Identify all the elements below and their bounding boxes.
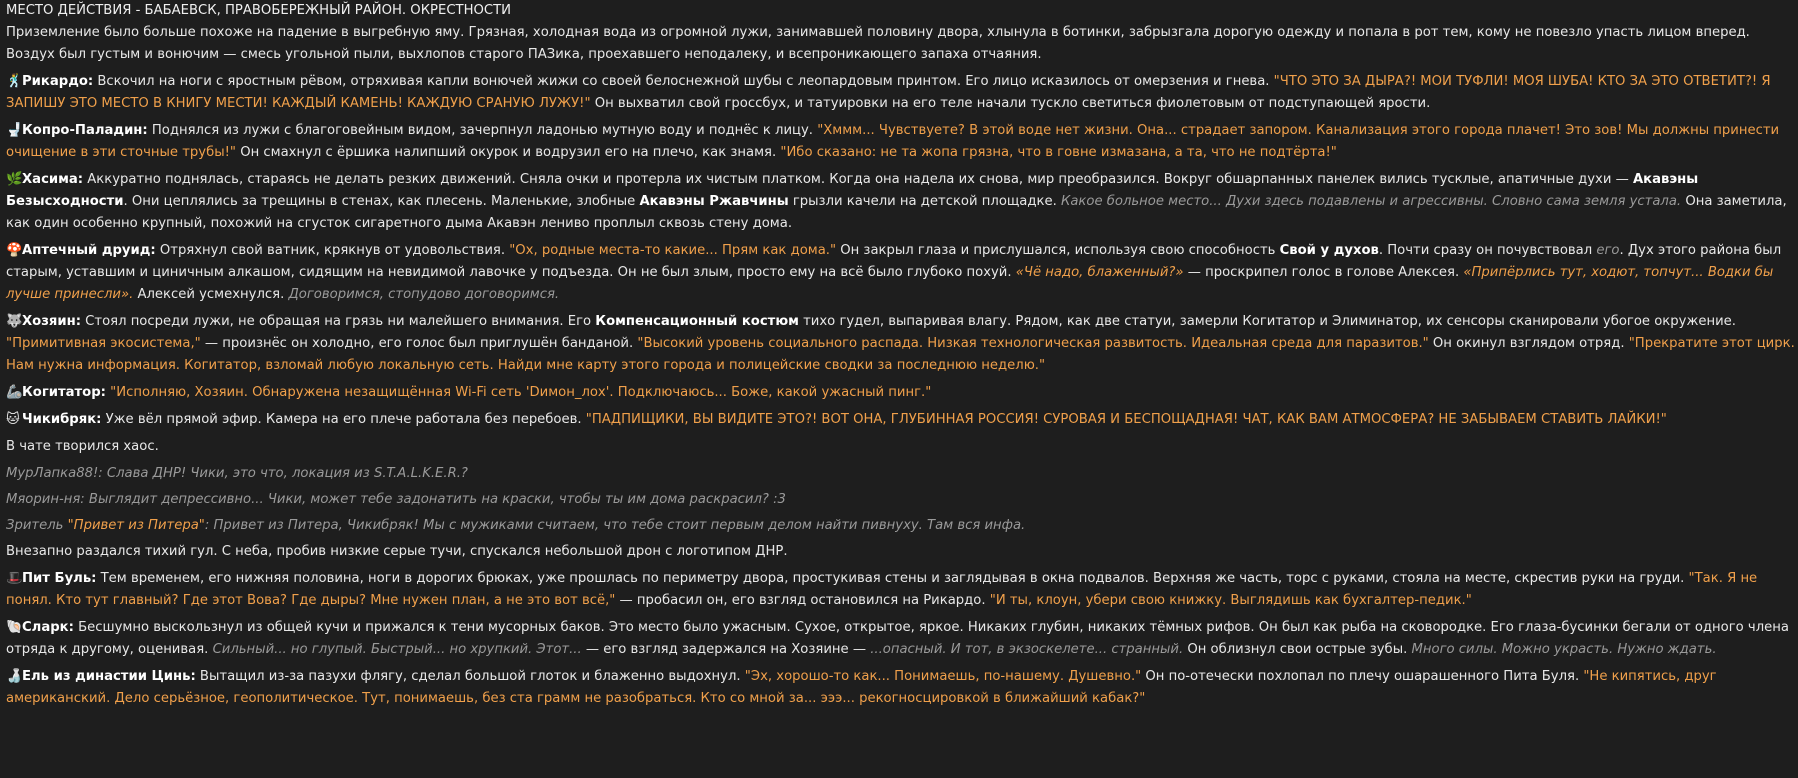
speaker-name: Пит Буль:: [22, 571, 97, 586]
dialogue-quote: "Не кипятись, друг американский. Дело серьёзное, геополитическое. Тут, понимаешь, без ста грамм не разобраться. Кто со мной за... эээ... рекогносцировкой в ближайший кабак?": [6, 669, 1717, 706]
narration-text: Он окинул взглядом отряд.: [1428, 336, 1629, 351]
chat-message: [6, 515, 1796, 537]
narration-text: Внезапно раздался тихий гул. С неба, пробив низкие серые тучи, спускался небольшой дрон с логотипом ДНР.: [6, 544, 788, 559]
narration-text: — проскрипел голос в голове Алексея.: [1183, 265, 1464, 280]
dialogue-quote: "Примитивная экосистема,": [6, 336, 201, 351]
speaker-name: Хозяин:: [22, 314, 81, 329]
speaker-name: Когитатор:: [22, 385, 106, 400]
narration-text: . Почти сразу он почувствовал: [1378, 243, 1597, 258]
bold-term: "Привет из Питера": [67, 518, 205, 533]
story-paragraph: [6, 22, 1796, 66]
inner-thought: ...опасный. И тот, в экзоскелете... странный.: [870, 642, 1184, 657]
story-paragraph: [6, 169, 1796, 235]
narration-text: Поднялся из лужи с благоговейным видом, зачерпнул ладонью мутную воду и поднёс к лицу.: [147, 123, 818, 138]
narration-text: Отряхнул свой ватник, крякнув от удовольствия.: [155, 243, 510, 258]
dialogue-quote: "Так. Я не понял. Кто тут главный? Где этот Вова? Где дыры? Мне нужен план, а не это вот всё,": [6, 571, 1758, 608]
narration-text: — его взгляд задержался на Хозяине —: [581, 642, 871, 657]
dialogue-quote: "Прекратите этот цирк. Нам нужна информация. Когитатор, взломай любую локальную сеть. Найди мне карту этого города и полицейские сводки за последнюю неделю.": [6, 336, 1795, 373]
character-emoji-icon: 🌿: [6, 172, 23, 187]
narration-text: Он облизнул свои острые зубы.: [1183, 642, 1412, 657]
character-emoji-icon: 🐚: [6, 620, 23, 635]
character-emoji-icon: 🐺: [6, 314, 23, 329]
story-paragraph: [6, 311, 1796, 377]
bold-term: Акавэны Ржавчины: [639, 194, 789, 209]
story-paragraph: [6, 71, 1796, 115]
narration-text: Он по-отечески похлопал по плечу ошарашенного Пита Буля.: [1141, 669, 1584, 684]
story-paragraph: [6, 409, 1796, 431]
dialogue-quote: "Ох, родные места-то какие... Прям как дома.": [509, 243, 837, 258]
narration-text: В чате творился хаос.: [6, 439, 159, 454]
narration-text: Вытащил из-за пазухи флягу, сделал большой глоток и блаженно выдохнул.: [195, 669, 745, 684]
speaker-name: Рикардо:: [22, 74, 94, 89]
story-paragraph: [6, 617, 1796, 661]
bold-term: Акавэны Безысходности: [6, 172, 1699, 209]
dialogue-quote: "И ты, клоун, убери свою книжку. Выглядишь как бухгалтер-педик.": [989, 593, 1472, 608]
speaker-name: Хасима:: [22, 172, 84, 187]
narration-text: Он закрыл глаза и прислушался, используя свою способность: [836, 243, 1280, 258]
inner-thought: Какое больное место... Духи здесь подавлены и агрессивны. Словно сама земля устала.: [1060, 194, 1682, 209]
story-paragraph: [6, 436, 1796, 458]
character-emoji-icon: 🦾: [6, 385, 23, 400]
narration-text: Тем временем, его нижняя половина, ноги в дорогих брюках, уже прошлась по периметру двора, простукивая стены и заглядывая в окна подвалов. Верхняя же часть, торс с руками, стояла на месте, скрестив руки на груди.: [96, 571, 1689, 586]
story-body: [6, 22, 1796, 710]
narration-text: Алексей усмехнулся.: [133, 287, 289, 302]
inner-thought: Сильный... но глупый. Быстрый... но хрупкий. Этот...: [212, 642, 582, 657]
narration-text: Она заметила, как один особенно крупный, похожий на сгусток сигаретного дыма Акавэн лениво проплыл сквозь стену дома.: [6, 194, 1787, 231]
narration-text: грызли качели на детской площадке.: [788, 194, 1061, 209]
inner-thought: Много силы. Можно украсть. Нужно ждать.: [1411, 642, 1717, 657]
chat-message: [6, 463, 1796, 485]
location-heading: МЕСТО ДЕЙСТВИЯ - БАБАЕВСК, ПРАВОБЕРЕЖНЫЙ РАЙОН. ОКРЕСТНОСТИ: [6, 3, 512, 18]
dialogue-quote: "Высокий уровень социального распада. Низкая технологическая развитость. Идеальная среда для паразитов.": [637, 336, 1429, 351]
narration-text: Он выхватил свой гроссбух, и татуировки на его теле начали тускло светиться фиолетовым от подступающей ярости.: [590, 96, 1431, 111]
narration-text: МурЛапка88!: Слава ДНР! Чики, это что, локация из S.T.A.L.K.E.R.?: [6, 466, 468, 481]
narration-text: . Дух этого района был старым, уставшим и циничным алкашом, сидящим на невидимой лавочке у подъезда. Он не был злым, просто ему на всё было глубоко похуй.: [6, 243, 1782, 280]
chat-message: [6, 489, 1796, 511]
narration-text: Приземление было больше похоже на падение в выгребную яму. Грязная, холодная вода из огромной лужи, занимавшей половину двора, хлынула в ботинки, забрызгала дорогую одежду и попала в рот тем, кому не повезло упасть лицом вперед. Воздух был густым и вонючим — смесь угольной пыли, выхлопов старого ПАЗика, проехавшего неподалеку, и всепроникающего запаха отчаяния.: [6, 25, 1750, 62]
dialogue-quote: "Эх, хорошо-то как... Понимаешь, по-нашему. Душевно.": [744, 669, 1142, 684]
narration-text: — пробасил он, его взгляд остановился на Рикардо.: [615, 593, 990, 608]
narration-text: Аккуратно поднялась, стараясь не делать резких движений. Сняла очки и протерла их чистым платком. Когда она надела их снова, мир преобразился. Вокруг обшарпанных панелек вились тусклые, апатичные духи —: [83, 172, 1633, 187]
character-emoji-icon: 🍶: [6, 669, 23, 684]
narration-text: Стоял посреди лужи, не обращая на грязь ни малейшего внимания. Его: [80, 314, 596, 329]
narration-text: Уже вёл прямой эфир. Камера на его плече работала без перебоев.: [101, 412, 586, 427]
story-paragraph: [6, 382, 1796, 404]
character-emoji-icon: 🚽: [6, 123, 23, 138]
dialogue-quote: "ЧТО ЭТО ЗА ДЫРА?! МОИ ТУФЛИ! МОЯ ШУБА! КТО ЗА ЭТО ОТВЕТИТ?! Я ЗАПИШУ ЭТО МЕСТО В КНИГУ МЕСТИ! КАЖДЫЙ КАМЕНЬ! КАЖДУЮ СРАНУЮ ЛУЖУ!": [6, 74, 1771, 111]
speaker-name: Сларк:: [22, 620, 74, 635]
speaker-name: Чикибряк:: [22, 412, 102, 427]
bold-term: Компенсационный костюм: [595, 314, 799, 329]
story-paragraph: [6, 240, 1796, 306]
inner-thought: Договоримся, стопудово договоримся.: [288, 287, 560, 302]
spirit-quote: «Припёрлись тут, ходют, топчут... Водки бы лучше принесли».: [6, 265, 1774, 302]
story-paragraph: [6, 568, 1796, 612]
narration-text: . Они цеплялись за трещины в стенах, как плесень. Маленькие, злобные: [123, 194, 640, 209]
character-emoji-icon: 🍄: [6, 243, 23, 258]
narration-text: Вскочил на ноги с яростным рёвом, отряхивая капли вонючей жижи со своей белоснежной шубы с леопардовым принтом. Его лицо исказилось от омерзения и гнева.: [93, 74, 1274, 89]
character-emoji-icon: 🎩: [6, 571, 23, 586]
character-emoji-icon: 🐱: [6, 412, 20, 427]
story-paragraph: [6, 541, 1796, 563]
narration-text: Мяорин-ня: Выглядит депрессивно... Чики, может тебе задонатить на краски, чтобы ты им дома раскрасил? :3: [6, 492, 786, 507]
speaker-name: Копро-Паладин:: [22, 123, 148, 138]
dialogue-quote: "Исполняю, Хозяин. Обнаружена незащищённая Wi-Fi сеть 'Dимон_лох'. Подключаюсь... Боже, какой ужасный пинг.": [110, 385, 932, 400]
story-document: [6, 0, 1796, 715]
dialogue-quote: "Хммм... Чувствуете? В этой воде нет жизни. Она... страдает запором. Канализация этого города плачет! Это зов! Мы должны принести очищение в эти сточные трубы!": [6, 123, 1780, 160]
story-paragraph: [6, 666, 1796, 710]
speaker-name: Ель из династии Цинь:: [22, 669, 196, 684]
inner-thought: его: [1596, 243, 1620, 258]
narration-text: Зритель: [6, 518, 68, 533]
narration-text: Он смахнул с ёршика налипший окурок и водрузил его на плечо, как знамя.: [236, 145, 781, 160]
narration-text: : Привет из Питера, Чикибряк! Мы с мужиками считаем, что тебе стоит первым делом найти пивнуху. Там вся инфа.: [204, 518, 1026, 533]
character-emoji-icon: 🕺: [6, 74, 23, 89]
spirit-quote: «Чё надо, блаженный?»: [1015, 265, 1184, 280]
narration-text: Бесшумно выскользнул из общей кучи и прижался к тени мусорных баков. Это место было ужасным. Сухое, открытое, яркое. Никаких глубин, никаких тёмных рифов. Он был как рыба на сковородке. Его глаза-бусинки бегали от одного члена отряда к другому, оценивая.: [6, 620, 1789, 657]
narration-text: тихо гудел, выпаривая влагу. Рядом, как две статуи, замерли Когитатор и Элиминатор, их сенсоры сканировали убогое окружение.: [798, 314, 1736, 329]
narration-text: — произнёс он холодно, его голос был приглушён банданой.: [200, 336, 638, 351]
story-paragraph: [6, 120, 1796, 164]
dialogue-quote: "Ибо сказано: не та жопа грязна, что в говне измазана, а та, что не подтёрта!": [780, 145, 1337, 160]
bold-term: Свой у духов: [1279, 243, 1379, 258]
dialogue-quote: "ПАДПИЩИКИ, ВЫ ВИДИТЕ ЭТО?! ВОТ ОНА, ГЛУБИННАЯ РОССИЯ! СУРОВАЯ И БЕСПОЩАДНАЯ! ЧАТ, КАК ВАМ АТМОСФЕРА? НЕ ЗАБЫВАЕМ СТАВИТЬ ЛАЙКИ!": [585, 412, 1667, 427]
speaker-name: Аптечный друид:: [22, 243, 156, 258]
